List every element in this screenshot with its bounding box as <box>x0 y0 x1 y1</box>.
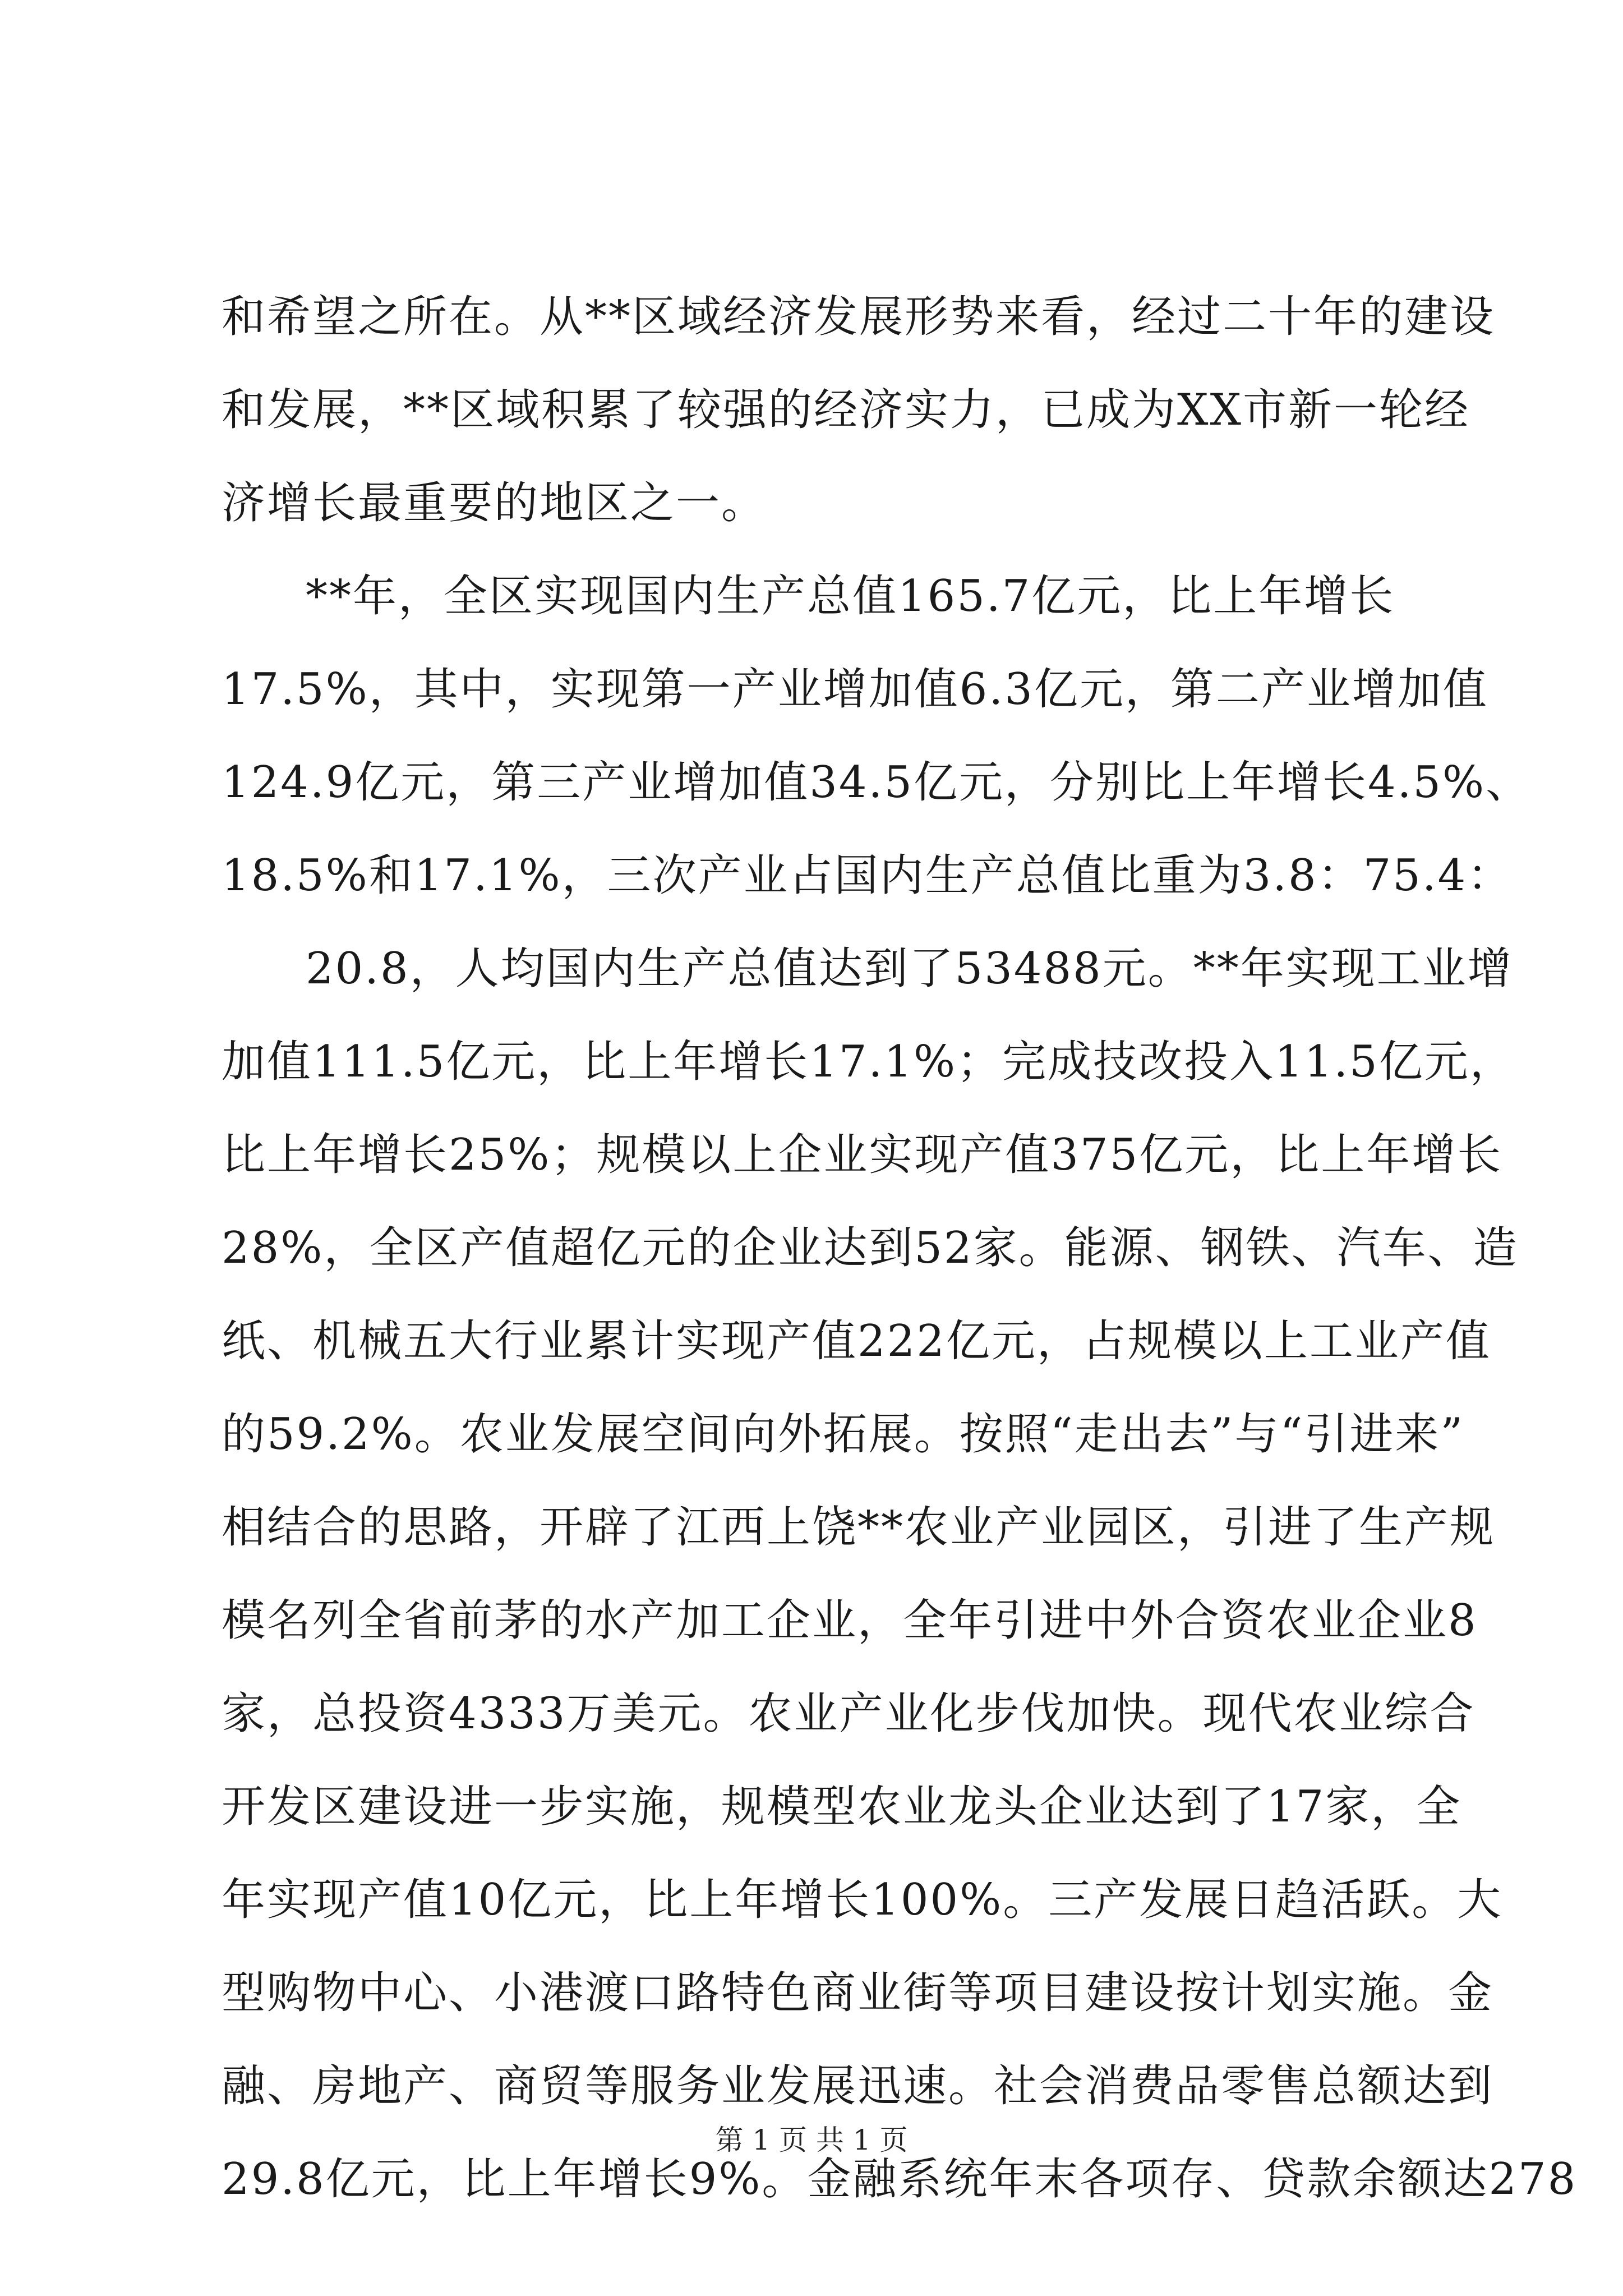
text-line: 和希望之所在。从**区域经济发展形势来看，经过二十年的建设 <box>222 292 1496 342</box>
text-line: 124.9亿元，第三产业增加值34.5亿元，分别比上年增长4.5%、 <box>222 757 1532 808</box>
text-line: 20.8，人均国内生产总值达到了53488元。**年实现工业增 <box>306 944 1513 994</box>
text-line: 和发展，**区域积累了较强的经济实力，已成为XX市新一轮经 <box>222 385 1470 435</box>
text-line: 济增长最重要的地区之一。 <box>222 478 767 528</box>
text-line: 型购物中心、小港渡口路特色商业街等项目建设按计划实施。金 <box>222 1968 1494 2018</box>
text-line: 家，总投资4333万美元。农业产业化步伐加快。现代农业综合 <box>222 1688 1476 1739</box>
text-line: 加值111.5亿元，比上年增长17.1%；完成技改投入11.5亿元， <box>222 1037 1515 1087</box>
text-line: 相结合的思路，开辟了江西上饶**农业产业园区，引进了生产规 <box>222 1502 1496 1553</box>
text-line: 17.5%，其中，实现第一产业增加值6.3亿元，第二产业增加值 <box>222 664 1488 715</box>
text-line: **年，全区实现国内生产总值165.7亿元，比上年增长 <box>306 571 1395 622</box>
text-line: 开发区建设进一步实施，规模型农业龙头企业达到了17家，全 <box>222 1782 1462 1832</box>
text-line: 的59.2%。农业发展空间向外拓展。按照“走出去”与“引进来” <box>222 1409 1465 1460</box>
text-line: 比上年增长25%；规模以上企业实现产值375亿元，比上年增长 <box>222 1130 1503 1180</box>
text-line: 29.8亿元，比上年增长9%。金融系统年末各项存、贷款余额达278 <box>222 2154 1578 2205</box>
text-line: 28%，全区产值超亿元的企业达到52家。能源、钢铁、汽车、造 <box>222 1223 1519 1273</box>
text-line: 融、房地产、商贸等服务业发展迅速。社会消费品零售总额达到 <box>222 2061 1494 2111</box>
text-line: 模名列全省前茅的水产加工企业，全年引进中外合资农业企业8 <box>222 1595 1478 1646</box>
text-line: 纸、机械五大行业累计实现产值222亿元，占规模以上工业产值 <box>222 1316 1491 1366</box>
page-footer: 第 1 页 共 1 页 <box>715 2124 908 2156</box>
text-line: 年实现产值10亿元，比上年增长100%。三产发展日趋活跃。大 <box>222 1875 1503 1925</box>
text-line: 18.5%和17.1%，三次产业占国内生产总值比重为3.8：75.4： <box>222 850 1513 901</box>
